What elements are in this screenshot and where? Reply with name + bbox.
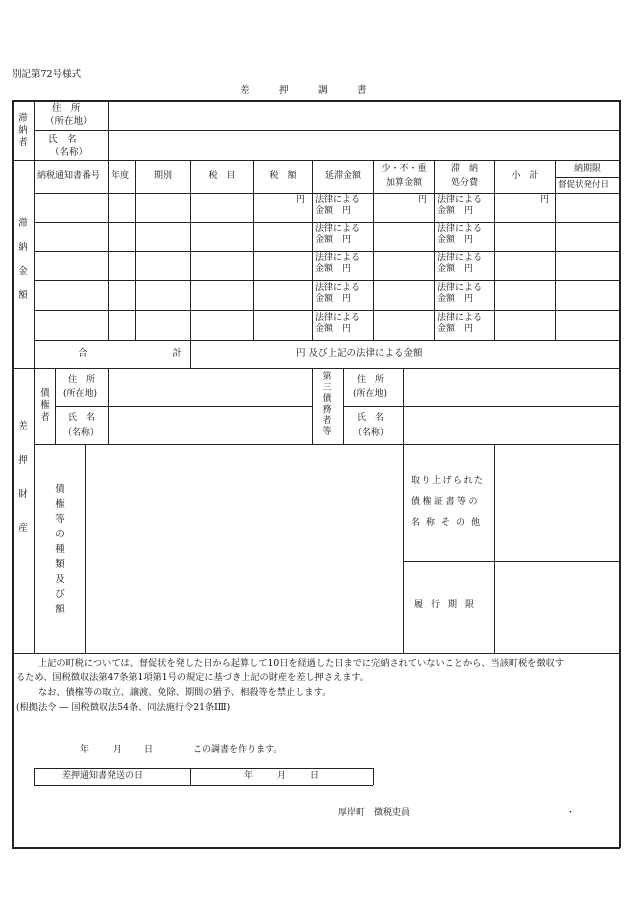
disposal-law-4: 法律による: [437, 283, 483, 293]
creditor-address-label: 住 所: [68, 375, 96, 385]
third-party-name-field[interactable]: [404, 407, 618, 443]
disposal-law-1b: 金額 円: [437, 206, 474, 216]
third-party-address-label: 住 所: [357, 375, 385, 385]
small-add-yen: 円: [418, 195, 428, 205]
seizure-section-label: 差押財産: [18, 421, 28, 534]
header-disposal-2: 処分費: [450, 178, 478, 188]
due-date-field[interactable]: [495, 562, 618, 652]
made-date-month: 月: [113, 745, 123, 755]
certificate-label-3: 名称その他: [411, 518, 487, 528]
header-late-fee: 延滞金額: [324, 171, 361, 181]
creditor-name-field[interactable]: [109, 407, 311, 443]
header-deadline: 納期限: [573, 164, 601, 174]
third-party-name-sub: （名称）: [353, 428, 390, 438]
disposal-law-5b: 金額 円: [437, 324, 474, 334]
header-tax-item: 税 目: [208, 171, 236, 181]
certificate-field[interactable]: [495, 445, 618, 560]
sent-date-month: 月: [277, 771, 287, 781]
creditor-address-field[interactable]: [109, 369, 311, 405]
creditor-name-label: 氏 名: [68, 413, 96, 423]
third-party-label: 第三債務者等: [322, 372, 332, 437]
third-party-address-field[interactable]: [404, 369, 618, 405]
late-fee-law-5b: 金額 円: [315, 324, 352, 334]
late-fee-law-2: 法律による: [315, 224, 361, 234]
header-small-add-2: 加算金額: [385, 178, 422, 188]
disposal-law-3b: 金額 円: [437, 264, 474, 274]
claim-kind-label: 債権等の種類及び額: [55, 484, 65, 615]
late-fee-law-1: 法律による: [315, 195, 361, 205]
disposal-law-2: 法律による: [437, 224, 483, 234]
header-disposal-1: 滞 納: [450, 164, 478, 174]
late-fee-law-5: 法律による: [315, 313, 361, 323]
seal-mark: ・: [566, 808, 576, 818]
made-date-year: 年: [80, 745, 90, 755]
made-text: この調書を作ります。: [193, 745, 283, 755]
taxpayer-name-sub: （名称）: [50, 147, 89, 158]
notice-line-1: 上記の町税については、督促状を発した日から起算して10日を経過した日までに完納されていないことから、当該町税を徴収す: [38, 658, 565, 669]
disposal-law-4b: 金額 円: [437, 294, 474, 304]
header-notice-number: 納税通知書番号: [37, 171, 101, 181]
total-text: 円 及び上記の法律による金額: [296, 348, 423, 359]
due-date-label: 履行期限: [414, 600, 483, 610]
document-title: 差 押 調 書: [240, 85, 377, 96]
header-subtotal: 小 計: [511, 171, 539, 181]
creditor-name-sub: （名称）: [63, 428, 100, 438]
made-date-day: 日: [144, 745, 154, 755]
late-fee-law-3: 法律による: [315, 253, 361, 263]
tax-official-label: 厚岸町 徴税吏員: [338, 808, 411, 818]
notice-line-4: (根拠法令 ― 国税徴収法54条、同法施行令21条ⅠⅢ): [16, 702, 231, 713]
header-tax-amount: 税 額: [269, 171, 297, 181]
total-label: 合 計: [78, 348, 205, 359]
sent-date-year: 年: [244, 771, 254, 781]
header-small-add-1: 少・不・重: [381, 164, 427, 174]
late-fee-law-3b: 金額 円: [315, 264, 352, 274]
creditor-address-sub: (所在地): [63, 389, 98, 399]
header-reminder-date: 督促状発付日: [558, 180, 610, 190]
notice-line-2: るため、国税徴収法第47条第1項第1号の規定に基づき上記の財産を差し押さえます。: [16, 672, 370, 683]
taxpayer-name-field[interactable]: [109, 131, 618, 159]
form-label: 別記第72号様式: [12, 69, 82, 80]
third-party-address-sub: (所在地): [353, 389, 388, 399]
disposal-law-3: 法律による: [437, 253, 483, 263]
disposal-law-2b: 金額 円: [437, 235, 474, 245]
header-year: 年度: [111, 171, 130, 181]
subtotal-yen: 円: [540, 195, 550, 205]
tax-amount-yen: 円: [296, 195, 306, 205]
sent-date-day: 日: [310, 771, 320, 781]
sent-date-label: 差押通知書発送の日: [62, 771, 144, 781]
disposal-law-1: 法律による: [437, 195, 483, 205]
late-fee-law-4b: 金額 円: [315, 294, 352, 304]
arrears-section-label: 滞納金額: [18, 218, 28, 301]
certificate-label-1: 取り上げられた: [411, 476, 485, 486]
late-fee-law-4: 法律による: [315, 283, 361, 293]
taxpayer-address-label: 住 所: [52, 103, 81, 114]
late-fee-law-2b: 金額 円: [315, 235, 352, 245]
third-party-name-label: 氏 名: [357, 413, 385, 423]
creditor-label: 債権者: [40, 388, 50, 423]
taxpayer-address-sub: （所在地）: [45, 116, 93, 127]
taxpayer-section-label: 滞納者: [18, 113, 28, 148]
certificate-label-2: 債権証書等の: [411, 497, 481, 507]
notice-line-3: なお、債権等の取立、譲渡、免除、期間の猶予、相殺等を禁止します。: [38, 687, 332, 698]
disposal-law-5: 法律による: [437, 313, 483, 323]
late-fee-law-1b: 金額 円: [315, 206, 352, 216]
taxpayer-address-field[interactable]: [109, 101, 618, 129]
taxpayer-name-label: 氏 名: [48, 134, 77, 145]
claim-kind-field[interactable]: [86, 445, 402, 652]
header-period: 期別: [153, 171, 172, 181]
